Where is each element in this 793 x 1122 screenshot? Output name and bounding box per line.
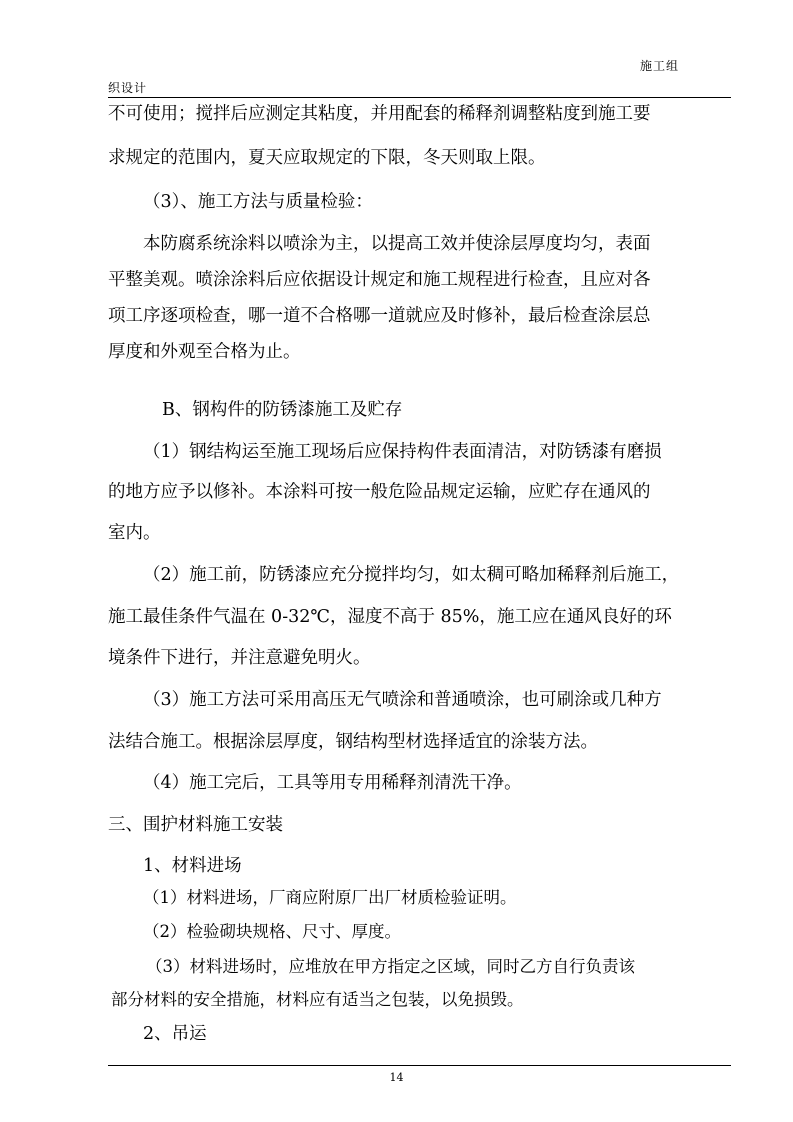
- subsection-heading: 1、材料进场: [143, 856, 242, 876]
- body-line: 求规定的范围内，夏天应取规定的下限，冬天则取上限。: [108, 148, 546, 168]
- body-line: 法结合施工。根据涂层厚度，钢结构型材选择适宜的涂装方法。: [108, 732, 598, 752]
- body-line: （1）材料进场，厂商应附原厂出厂材质检验证明。: [143, 888, 517, 907]
- section-heading: 三、围护材料施工安装: [108, 815, 283, 835]
- body-line: 境条件下进行，并注意避免明火。: [108, 648, 371, 668]
- body-line: 厚度和外观至合格为止。: [108, 342, 301, 362]
- body-line: （3）、施工方法与质量检验：: [143, 192, 373, 212]
- header-right-text: 施工组: [640, 59, 680, 73]
- body-line: 项工序逐项检查，哪一道不合格哪一道就应及时修补，最后检查涂层总: [108, 306, 651, 326]
- body-line: 本防腐系统涂料以喷涂为主，以提高工效并使涂层厚度均匀，表面: [143, 234, 651, 254]
- body-line: 平整美观。喷涂涂料后应依据设计规定和施工规程进行检查，且应对各: [108, 270, 651, 290]
- header-rule: [108, 97, 731, 98]
- body-line: 施工最佳条件气温在 0-32℃，湿度不高于 85%，施工应在通风良好的环: [108, 607, 672, 627]
- body-line: （4）施工完后，工具等用专用稀释剂清洗干净。: [143, 773, 522, 793]
- body-line: 部分材料的安全措施，材料应有适当之包装，以免损毁。: [111, 990, 524, 1009]
- body-line: （2）检验砌块规格、尺寸、厚度。: [143, 922, 401, 941]
- subsection-heading: 2、吊运: [143, 1024, 207, 1044]
- body-line: （2）施工前，防锈漆应充分搅拌均匀，如太稠可略加稀释剂后施工，: [143, 565, 680, 585]
- body-line: 不可使用；搅拌后应测定其粘度，并用配套的稀释剂调整粘度到施工要: [108, 104, 651, 124]
- body-line: （1）钢结构运至施工现场后应保持构件表面清洁，对防锈漆有磨损: [143, 442, 662, 462]
- header-left-text: 织设计: [108, 81, 148, 95]
- body-line: （3）施工方法可采用高压无气喷涂和普通喷涂，也可刷涂或几种方: [143, 690, 662, 710]
- footer-rule: [108, 1065, 731, 1066]
- body-line: B、钢构件的防锈漆施工及贮存: [162, 400, 403, 420]
- page-number: 14: [389, 1071, 404, 1084]
- body-line: （3）材料进场时，应堆放在甲方指定之区域，同时乙方自行负责该: [146, 957, 635, 976]
- body-line: 室内。: [108, 523, 161, 543]
- body-line: 的地方应予以修补。本涂料可按一般危险品规定运输，应贮存在通风的: [108, 482, 651, 502]
